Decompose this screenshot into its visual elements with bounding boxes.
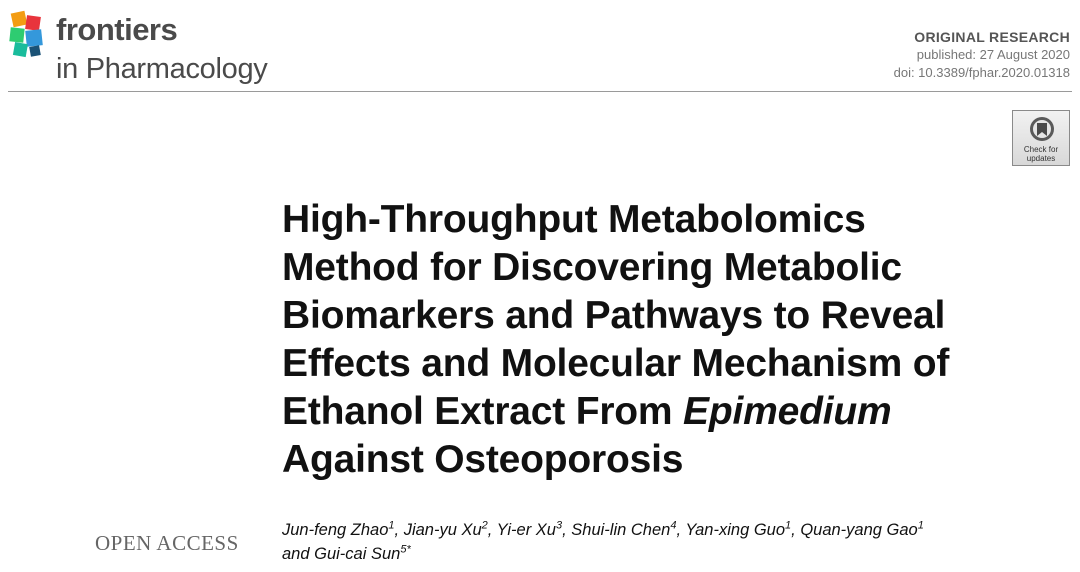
article-type: ORIGINAL RESEARCH (914, 29, 1070, 45)
title-line: Effects and Molecular Mechanism of (282, 342, 950, 385)
author-list: Jun-feng Zhao$^1$, Jian-yu Xu$^2$, Yi-er Xu$^3$, Shui-lin Chen$^4$, Yan-xing Guo$^1$, Quan-yang Gao$^1$ and Gui-cai Sun$^{5*}$ (282, 519, 924, 563)
article-title (282, 196, 1072, 484)
check-for-updates-button[interactable] (1012, 110, 1070, 166)
author[interactable]: Shui-lin Chen$^4$ (571, 519, 677, 539)
author[interactable]: Yan-xing Guo$^1$ (685, 519, 792, 539)
open-access-label: OPEN ACCESS (95, 531, 239, 555)
header-divider (8, 91, 1072, 92)
author[interactable]: Jun-feng Zhao$^1$ (282, 519, 395, 539)
article-meta (894, 28, 1070, 82)
author[interactable]: Jian-yu Xu$^2$ (403, 519, 488, 539)
journal-name: frontiers (56, 12, 178, 47)
check-updates-label: Check for updates (1023, 145, 1059, 163)
publish-date: published: 27 August 2020 (916, 47, 1070, 62)
title-line: Method for Discovering Metabolic (282, 246, 902, 289)
author[interactable]: Quan-yang Gao$^1$ (800, 519, 924, 539)
title-line: High-Throughput Metabolomics (282, 198, 866, 241)
title-line: Ethanol Extract From (282, 390, 684, 433)
author[interactable]: and Gui-cai Sun$^{5*}$ (282, 543, 411, 563)
journal-subtitle: in Pharmacology (56, 53, 268, 85)
journal-logo[interactable] (8, 10, 278, 84)
check-updates-icon (1029, 116, 1055, 142)
frontiers-logo-icon (8, 10, 52, 60)
author[interactable]: Yi-er Xu$^3$ (496, 519, 563, 539)
title-line: Biomarkers and Pathways to Reveal (282, 294, 946, 337)
doi-link[interactable]: doi: 10.3389/fphar.2020.01318 (893, 65, 1070, 80)
title-line: Against Osteoporosis (282, 438, 684, 481)
title-species: Epimedium (683, 390, 892, 433)
